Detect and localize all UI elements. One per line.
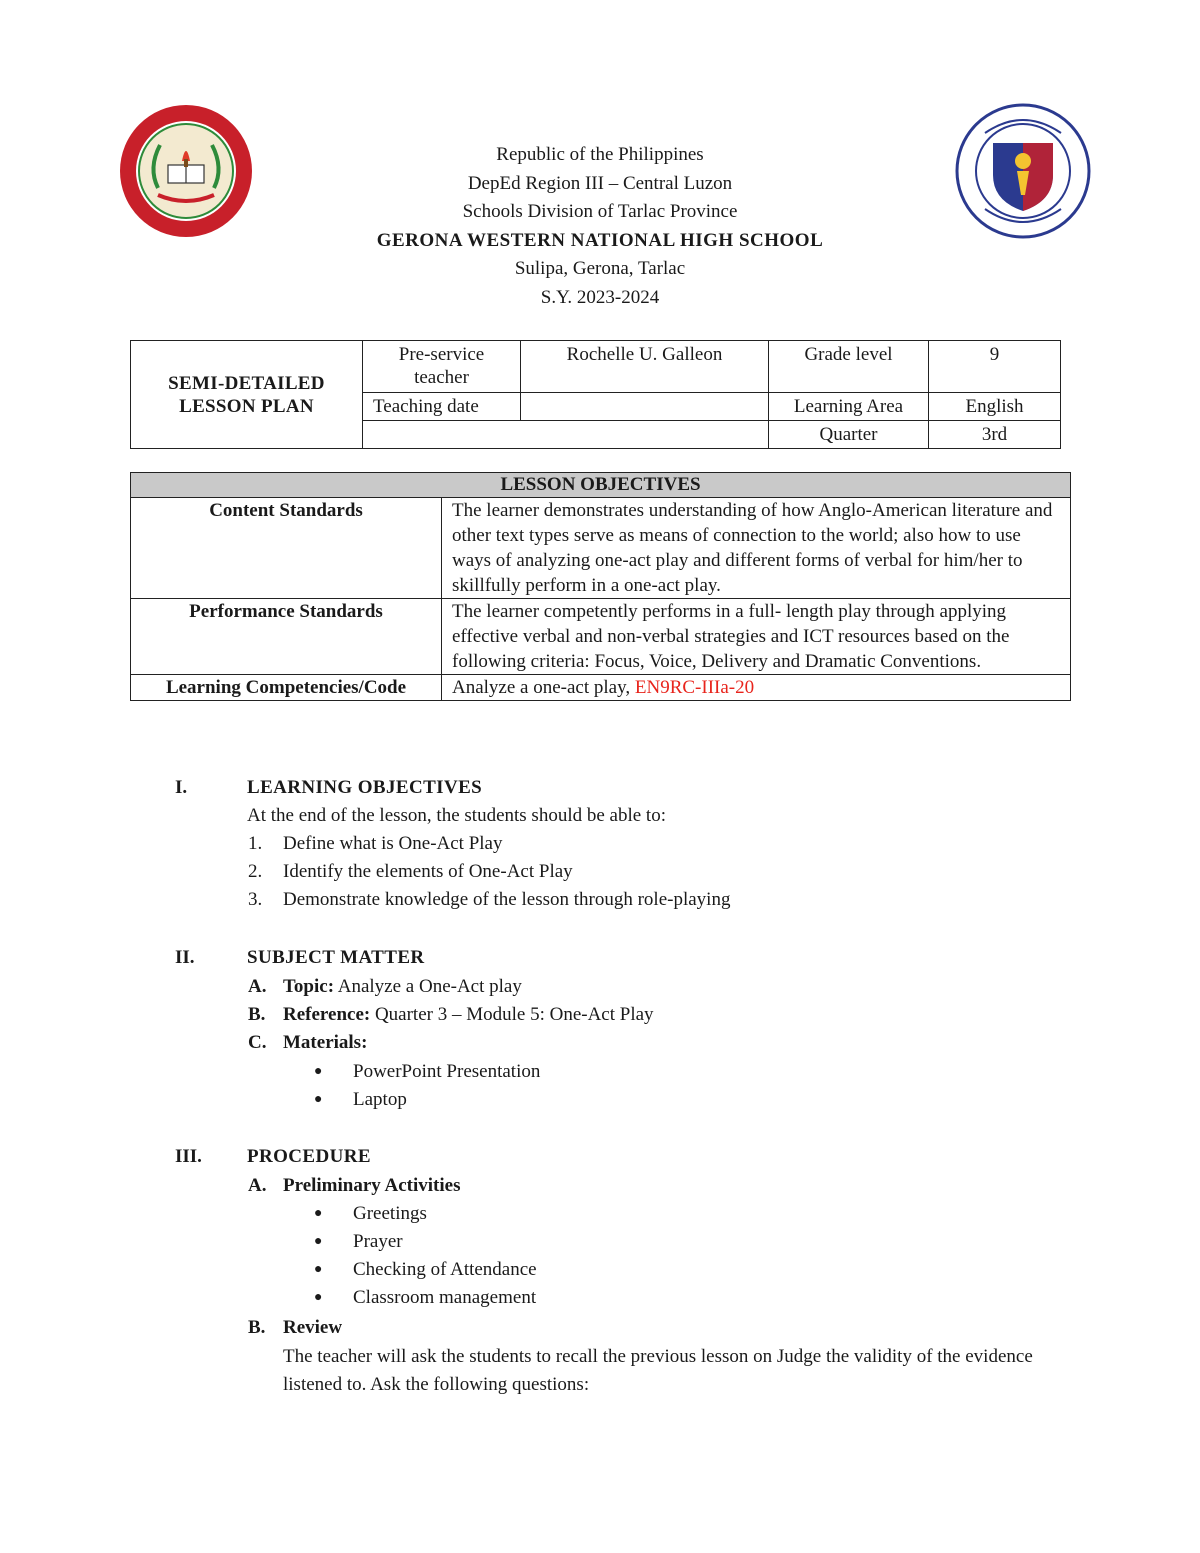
topic-text: Analyze a One-Act play: [334, 976, 522, 997]
list-item-number: 2.: [248, 861, 263, 882]
section-title: PROCEDURE: [247, 1146, 371, 1167]
objectives-heading: LESSON OBJECTIVES: [131, 473, 1071, 498]
school-year: S.Y. 2023-2024: [540, 286, 660, 308]
materials-label: Materials:: [283, 1032, 368, 1053]
objectives-intro: At the end of the lesson, the students should be able to:: [247, 805, 666, 826]
plan-type-cell: [131, 341, 363, 449]
competency-cell: [442, 675, 1071, 701]
area-value: English: [929, 393, 1061, 421]
quarter-value: 3rd: [929, 421, 1061, 449]
bullet-icon: ●: [314, 1262, 323, 1277]
activity-item: Checking of Attendance: [353, 1259, 537, 1280]
list-item: Identify the elements of One-Act Play: [283, 861, 573, 882]
bullet-icon: ●: [314, 1234, 323, 1249]
teaching-date-value: [521, 393, 769, 421]
list-item-number: 1.: [248, 833, 263, 854]
preservice-label: Pre-service teacher: [363, 341, 521, 393]
performance-standards-text: The learner competently performs in a full- length play through applying effective verbal and non-verbal strategies and ICT resources based on the following criteria: Focus, Voice, Delivery and Dramatic Conventions.: [442, 599, 1071, 675]
reference-text: Quarter 3 – Module 5: One-Act Play: [370, 1004, 654, 1025]
activity-item: Greetings: [353, 1203, 427, 1224]
competency-label: Learning Competencies/Code: [131, 675, 442, 701]
list-item: Define what is One-Act Play: [283, 833, 503, 854]
section-number: II.: [175, 947, 195, 968]
list-item: Demonstrate knowledge of the lesson through role-playing: [283, 889, 731, 910]
competency-text: Analyze a one-act play,: [452, 677, 635, 698]
review-letter: B.: [248, 1317, 266, 1338]
reference-label: Reference:: [283, 1004, 371, 1025]
review-label: Review: [283, 1317, 343, 1338]
section-title: SUBJECT MATTER: [247, 947, 425, 968]
reference-line: [283, 1001, 654, 1029]
bullet-icon: ●: [314, 1206, 323, 1221]
lesson-info-table: [130, 340, 1061, 449]
deped-seal-logo: [955, 103, 1091, 239]
topic-line: [283, 973, 522, 1001]
content-standards-text: The learner demonstrates understanding of how Anglo-American literature and other text types serve as means of connection to the world; also how to use ways of analyzing one-act play and different forms of verbal for him/her to skillfully perform in a one-act play.: [442, 498, 1071, 599]
reference-letter: B.: [248, 1004, 266, 1025]
topic-label: Topic:: [283, 976, 335, 997]
activity-item: Classroom management: [353, 1287, 537, 1308]
review-paragraph: The teacher will ask the students to recall the previous lesson on Judge the validity of the evidence listened to. Ask the following questions:: [283, 1346, 1033, 1395]
activity-item: Prayer: [353, 1231, 403, 1252]
plan-type-line2: LESSON PLAN: [179, 395, 314, 417]
bullet-icon: ●: [314, 1092, 323, 1107]
document-header: [300, 141, 900, 313]
quarter-label: Quarter: [769, 421, 929, 449]
performance-standards-label: Performance Standards: [131, 599, 442, 675]
area-label: Learning Area: [769, 393, 929, 421]
grade-value: 9: [929, 341, 1061, 393]
preliminary-label: Preliminary Activities: [283, 1175, 461, 1196]
teaching-date-label: Teaching date: [363, 393, 521, 421]
republic-line: Republic of the Philippines: [496, 144, 704, 165]
school-address: Sulipa, Gerona, Tarlac: [514, 258, 686, 280]
list-item-number: 3.: [248, 889, 263, 910]
lesson-objectives-table: [130, 472, 1071, 701]
school-seal-logo: [118, 103, 254, 239]
material-item: PowerPoint Presentation: [353, 1061, 541, 1082]
school-name: GERONA WESTERN NATIONAL HIGH SCHOOL: [376, 229, 824, 251]
content-standards-label: Content Standards: [131, 498, 442, 599]
material-item: Laptop: [353, 1089, 407, 1110]
bullet-icon: ●: [314, 1064, 323, 1079]
topic-letter: A.: [248, 976, 267, 997]
region-line: DepEd Region III – Central Luzon: [467, 172, 733, 194]
section-number: I.: [175, 777, 188, 798]
section-title: LEARNING OBJECTIVES: [247, 777, 483, 798]
competency-code: EN9RC-IIIa-20: [634, 677, 755, 698]
bullet-icon: ●: [314, 1290, 323, 1305]
section-number: III.: [175, 1146, 202, 1167]
empty-cell: [363, 421, 769, 449]
division-line: Schools Division of Tarlac Province: [462, 201, 738, 223]
grade-label: Grade level: [769, 341, 929, 393]
preservice-value: Rochelle U. Galleon: [521, 341, 769, 393]
materials-letter: C.: [248, 1032, 267, 1053]
plan-type-line1: SEMI-DETAILED: [168, 372, 325, 394]
preliminary-letter: A.: [248, 1175, 267, 1196]
